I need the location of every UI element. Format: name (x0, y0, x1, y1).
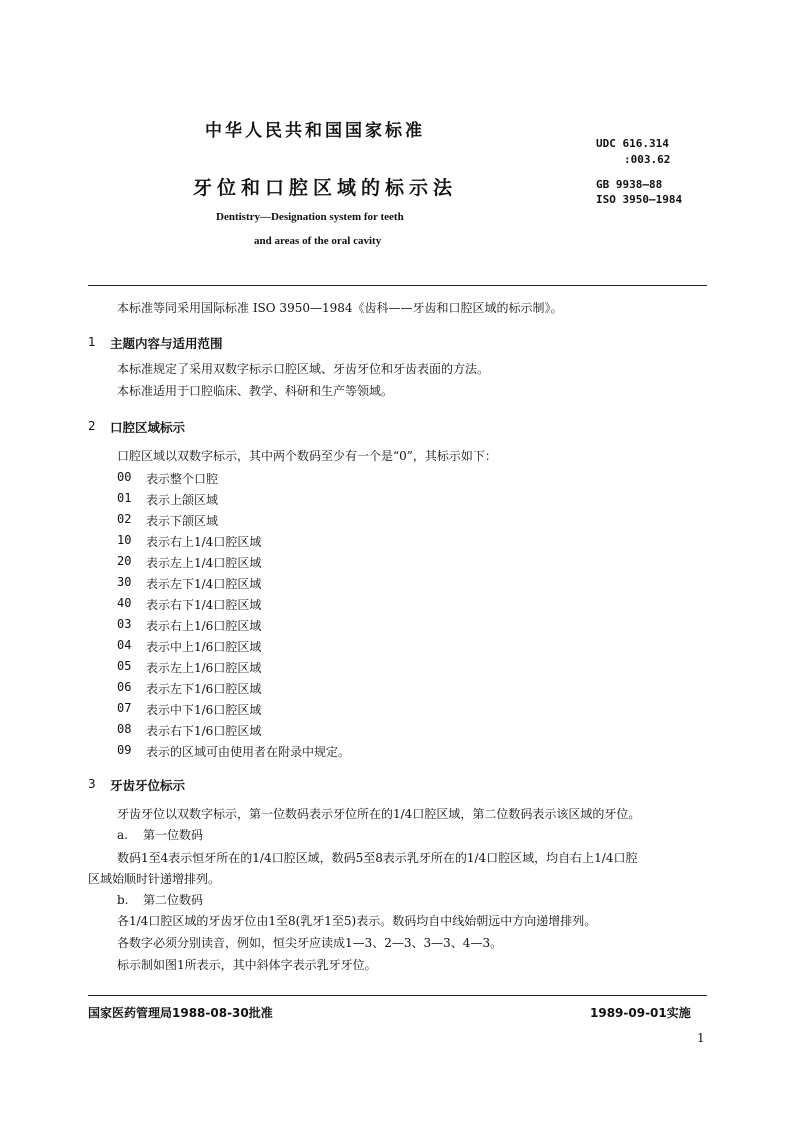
subsection-b-label: b. (117, 893, 129, 907)
document-title-en-line2: and areas of the oral cavity (254, 235, 382, 247)
list-item-text: 表示左下1/6口腔区域 (146, 682, 262, 696)
subsection-b-title: 第二位数码 (143, 893, 204, 907)
section-2-number: 2 (88, 419, 96, 433)
list-item-code: 09 (117, 743, 132, 757)
list-item-text: 表示中上1/6口腔区域 (146, 640, 262, 654)
intro-paragraph: 本标准等同采用国际标准 ISO 3950—1984《齿科——牙齿和口腔区域的标示制》。 (117, 301, 563, 315)
section-1-paragraph-2: 本标准适用于口腔临床、教学、科研和生产等领域。 (117, 384, 394, 398)
udc-code-line1: UDC 616.314 (596, 137, 669, 150)
subsection-a-title: 第一位数码 (143, 828, 204, 842)
list-item-code: 00 (117, 470, 132, 484)
section-2-title: 口腔区域标示 (110, 420, 186, 435)
list-item-code: 05 (117, 659, 132, 673)
list-item-code: 20 (117, 554, 132, 568)
approval-line: 国家医药管理局1988-08-30批准 (88, 1006, 273, 1020)
list-item-text: 表示的区域可由使用者在附录中规定。 (146, 745, 351, 759)
list-item-text: 表示整个口腔 (146, 472, 219, 486)
list-item-code: 04 (117, 638, 132, 652)
list-item-code: 08 (117, 722, 132, 736)
list-item-text: 表示左上1/6口腔区域 (146, 661, 262, 675)
section-2-paragraph-1: 口腔区域以双数字标示，其中两个数码至少有一个是“0”，其标示如下： (117, 449, 497, 463)
section-3-paragraph-1: 牙齿牙位以双数字标示，第一位数码表示牙位所在的1/4口腔区域，第二位数码表示该区域的牙位。 (117, 807, 641, 821)
list-item-text: 表示右上1/4口腔区域 (146, 535, 262, 549)
section-3-title: 牙齿牙位标示 (110, 778, 186, 793)
effective-date: 1989-09-01实施 (590, 1006, 691, 1020)
list-item-code: 07 (117, 701, 132, 715)
list-item-code: 06 (117, 680, 132, 694)
list-item-text: 表示左上1/4口腔区域 (146, 556, 262, 570)
list-item-text: 表示上颌区域 (146, 493, 219, 507)
iso-code: ISO 3950—1984 (596, 193, 683, 206)
document-title-en-line1: Dentistry—Designation system for teeth (216, 211, 404, 223)
subsection-a-paragraph-line1: 数码1至4表示恒牙所在的1/4口腔区域，数码5至8表示乳牙所在的1/4口腔区域，均自右上1/4口腔 (117, 851, 638, 865)
gb-code: GB 9938—88 (596, 178, 663, 191)
footer-divider (88, 995, 707, 996)
list-item-code: 02 (117, 512, 132, 526)
document-title-cn: 牙位和口腔区域的标示法 (193, 177, 458, 199)
list-item-code: 40 (117, 596, 132, 610)
page-number: 1 (697, 1031, 705, 1045)
list-item-text: 表示右下1/4口腔区域 (146, 598, 262, 612)
section-1-paragraph-1: 本标准规定了采用双数字标示口腔区域、牙齿牙位和牙齿表面的方法。 (117, 362, 490, 376)
list-item-code: 01 (117, 491, 132, 505)
subsection-a-label: a. (117, 828, 128, 842)
section-1-number: 1 (88, 335, 96, 349)
list-item-text: 表示左下1/4口腔区域 (146, 577, 262, 591)
list-item-text: 表示中下1/6口腔区域 (146, 703, 262, 717)
list-item-text: 表示右下1/6口腔区域 (146, 724, 262, 738)
standard-title: 中华人民共和国国家标准 (205, 121, 425, 141)
list-item-code: 30 (117, 575, 132, 589)
subsection-b-paragraph-2: 各数字必须分别读音，例如，恒尖牙应读成1—3、2—3、3—3、4—3。 (117, 936, 503, 950)
udc-code-line2: :003.62 (624, 153, 671, 166)
list-item-text: 表示下颌区域 (146, 514, 219, 528)
section-3-number: 3 (88, 777, 96, 791)
section-1-title: 主题内容与适用范围 (110, 336, 223, 351)
header-divider (88, 285, 707, 286)
list-item-code: 10 (117, 533, 132, 547)
list-item-code: 03 (117, 617, 132, 631)
subsection-b-paragraph-1: 各1/4口腔区域的牙齿牙位由1至8(乳牙1至5)表示。数码均自中线始朝远中方向递增排列。 (117, 914, 597, 928)
subsection-b-paragraph-3: 标示制如图1所表示，其中斜体字表示乳牙牙位。 (117, 958, 377, 972)
subsection-a-paragraph-line2: 区域始顺时针递增排列。 (88, 872, 221, 886)
list-item-text: 表示右上1/6口腔区域 (146, 619, 262, 633)
